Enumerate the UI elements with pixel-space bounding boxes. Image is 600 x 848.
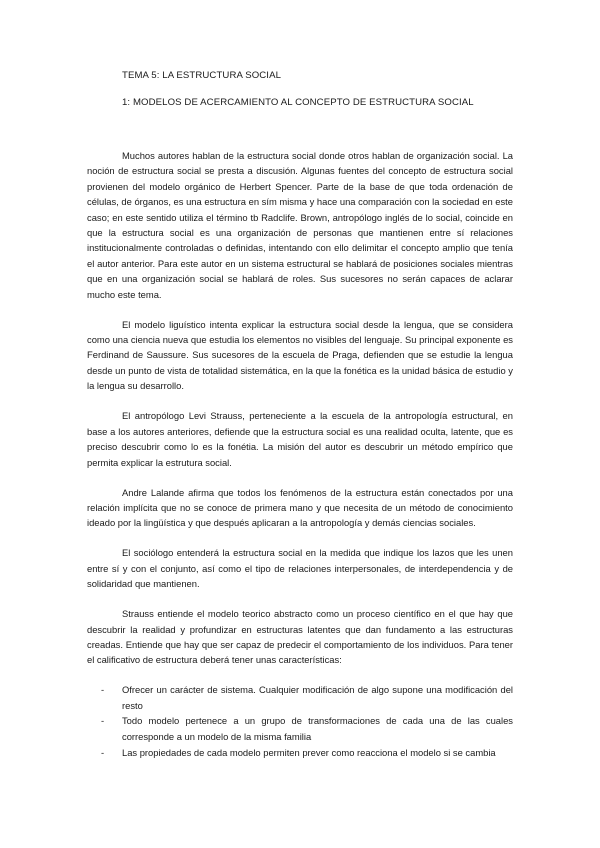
list-item xyxy=(87,682,513,713)
list-item-text: Las propiedades de cada modelo permiten prever como reacciona el modelo si se cambia xyxy=(122,746,496,758)
list-dash: - xyxy=(101,746,105,758)
characteristics-list xyxy=(87,682,513,760)
section-title: 1: MODELOS DE ACERCAMIENTO AL CONCEPTO DE ESTRUCTURA SOCIAL xyxy=(122,97,474,108)
paragraph: Muchos autores hablan de la estructura social donde otros hablan de organización social. La noción de estructura social se presta a discusión. Algunas fuentes del concepto de estructura social provienen del modelo orgánico de Herbert Spencer. Parte de la base de que toda ordenación de células, de órganos, es una estructura en sím misma y hace una comparación con la sociedad en este caso; en este sentido utiliza el término tb Radclife. Brown, antropólogo inglés de lo social, coincide en que la estructura social es una organización de personas que mantienen entre sí relaciones institucionalmente controladas o definidas, intentando con ello delimitar el concepto amplio que tenía el autor anterior. Para este autor en un sistema estructural se hablará de posiciones sociales mientras que en una organización social se hablará de roles. Sus sucesores no serán capaces de aclarar mucho este tema. xyxy=(87,150,513,300)
list-item-text: Todo modelo pertenece a un grupo de transformaciones de cada una de las cuales corresponde a un modelo de la misma familia xyxy=(122,715,513,742)
list-dash: - xyxy=(101,684,105,696)
paragraph: El antropólogo Levi Strauss, perteneciente a la escuela de la antropología estructural, en base a los autores anteriores, defiende que la estructura social es una realidad oculta, latente, que es preciso descubrir como lo es la fonétia. La misión del autor es descubrir un método empírico que permita explicar la estrutura social. xyxy=(87,410,513,468)
list-dash: - xyxy=(101,715,105,727)
theme-title: TEMA 5: LA ESTRUCTURA SOCIAL xyxy=(122,70,282,81)
list-item xyxy=(87,713,513,744)
paragraph: Andre Lalande afirma que todos los fenómenos de la estructura están conectados por una relación implícita que no se conoce de primera mano y que necesita de un método de conocimiento ideado por la lingüística y que después aplicaran a la antropología y demás ciencias sociales. xyxy=(87,486,513,529)
paragraph: Strauss entiende el modelo teorico abstracto como un proceso científico en el que hay que descubrir la realidad y profundizar en estructuras latentes que dan fundamento a las estructuras creadas. Entiende que hay que ser capaz de predecir el comportamiento de los individuos. Para tener el calificativo de estructura deberá tener unas características: xyxy=(87,608,513,666)
list-item xyxy=(87,745,513,760)
paragraph: El sociólogo entenderá la estructura social en la medida que indique los lazos que les unen entre sí y con el conjunto, así como el tipo de relaciones interpersonales, de interdependencia y de solidaridad que mantienen. xyxy=(87,547,513,590)
paragraph: El modelo liguístico intenta explicar la estructura social desde la lengua, que se considera como una ciencia nueva que estudia los elementos no visibles del lenguaje. Su principal exponente es Ferdinand de Saussure. Sus sucesores de la escuela de Praga, defienden que se estudie la lengua desde un punto de vista de totalidad sistemática, en la que la fonética es la unidad básica de estudio y la lengua su desarrollo. xyxy=(87,318,513,392)
document-body xyxy=(87,148,513,760)
list-item-text: Ofrecer un carácter de sistema. Cualquier modificación de algo supone una modificación del resto xyxy=(122,684,513,711)
